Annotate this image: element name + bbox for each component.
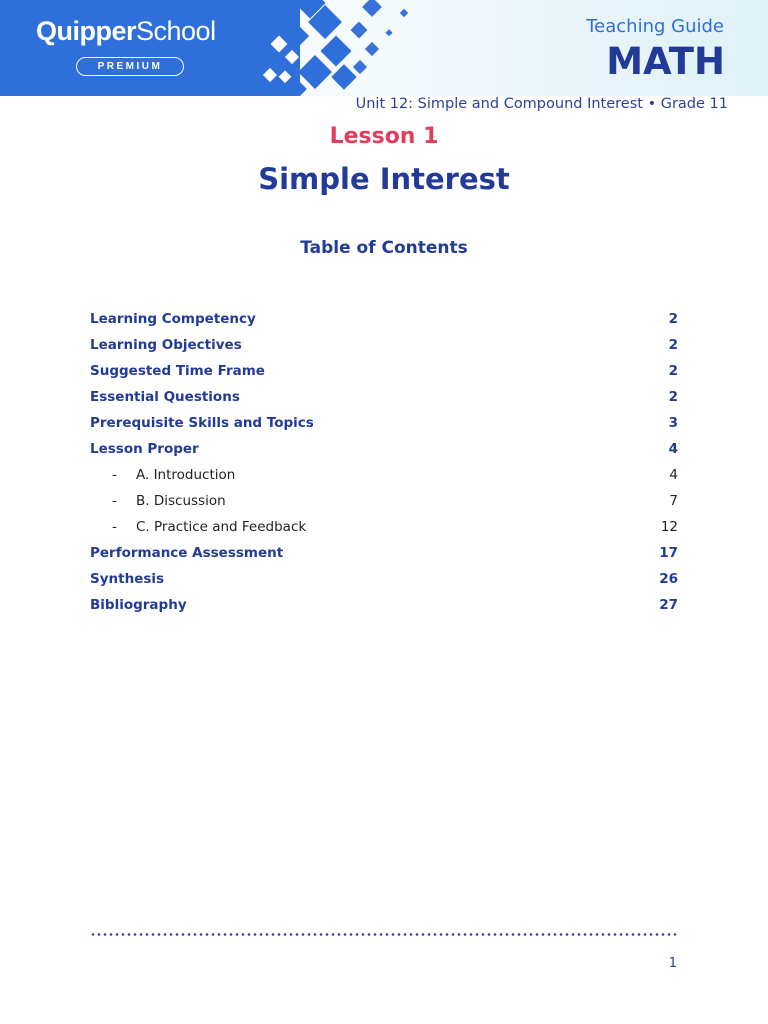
- toc-subentry-label: B. Discussion: [136, 493, 226, 509]
- page-number: 1: [668, 956, 677, 971]
- brand-logo-bold: Quipper: [36, 16, 137, 46]
- toc-subentry-label: C. Practice and Feedback: [136, 519, 307, 535]
- footer-dotted-divider: [90, 933, 678, 936]
- toc-entry[interactable]: [90, 384, 678, 410]
- toc-entry[interactable]: [90, 436, 678, 462]
- toc-entry[interactable]: [90, 410, 678, 436]
- toc-entry[interactable]: [90, 306, 678, 332]
- toc-entry-label: Essential Questions: [90, 389, 240, 405]
- lesson-number: Lesson 1: [329, 124, 439, 149]
- toc-subentry-label: A. Introduction: [136, 467, 236, 483]
- toc-entry[interactable]: [90, 540, 678, 566]
- subject-title: MATH: [606, 40, 725, 83]
- pixel-pattern-decoration: [255, 0, 425, 96]
- toc-subentry-marker: -: [112, 519, 117, 535]
- toc-entry-page: 2: [668, 389, 678, 405]
- toc-subentry-marker: -: [112, 467, 117, 483]
- teaching-guide-label: Teaching Guide: [586, 16, 724, 37]
- toc-entry-label: Lesson Proper: [90, 441, 199, 457]
- page-header: [0, 0, 768, 96]
- toc-subentry-page: 4: [669, 467, 678, 483]
- toc-entry-label: Synthesis: [90, 571, 165, 587]
- toc-entry-label: Performance Assessment: [90, 545, 284, 561]
- toc-entry[interactable]: [90, 592, 678, 618]
- toc-entry[interactable]: [90, 332, 678, 358]
- toc-entry-label: Learning Competency: [90, 311, 256, 327]
- premium-badge: PREMIUM: [76, 57, 184, 76]
- toc-entry-page: 3: [668, 415, 678, 431]
- table-of-contents: [90, 306, 678, 618]
- toc-subentry[interactable]: [90, 514, 678, 540]
- unit-subtitle: Unit 12: Simple and Compound Interest • Grade 11: [355, 96, 728, 112]
- toc-entry[interactable]: [90, 566, 678, 592]
- toc-entry-page: 17: [659, 545, 678, 561]
- toc-entry-page: 26: [659, 571, 678, 587]
- toc-entry-page: 2: [668, 311, 678, 327]
- toc-subentry-marker: -: [112, 493, 117, 509]
- brand-logo: [36, 16, 216, 47]
- toc-entry-page: 27: [659, 597, 678, 613]
- toc-subentry-page: 7: [669, 493, 678, 509]
- toc-heading: Table of Contents: [300, 238, 468, 258]
- toc-entry-page: 2: [668, 363, 678, 379]
- toc-entry-label: Learning Objectives: [90, 337, 242, 353]
- toc-entry-label: Bibliography: [90, 597, 187, 613]
- lesson-title: Simple Interest: [258, 162, 510, 196]
- toc-subentry[interactable]: [90, 488, 678, 514]
- brand-logo-regular: School: [136, 16, 216, 46]
- toc-entry-page: 2: [668, 337, 678, 353]
- toc-entry-page: 4: [668, 441, 678, 457]
- toc-entry-label: Prerequisite Skills and Topics: [90, 415, 314, 431]
- toc-subentry-page: 12: [660, 519, 678, 535]
- toc-entry-label: Suggested Time Frame: [90, 363, 265, 379]
- toc-entry[interactable]: [90, 358, 678, 384]
- toc-subentry[interactable]: [90, 462, 678, 488]
